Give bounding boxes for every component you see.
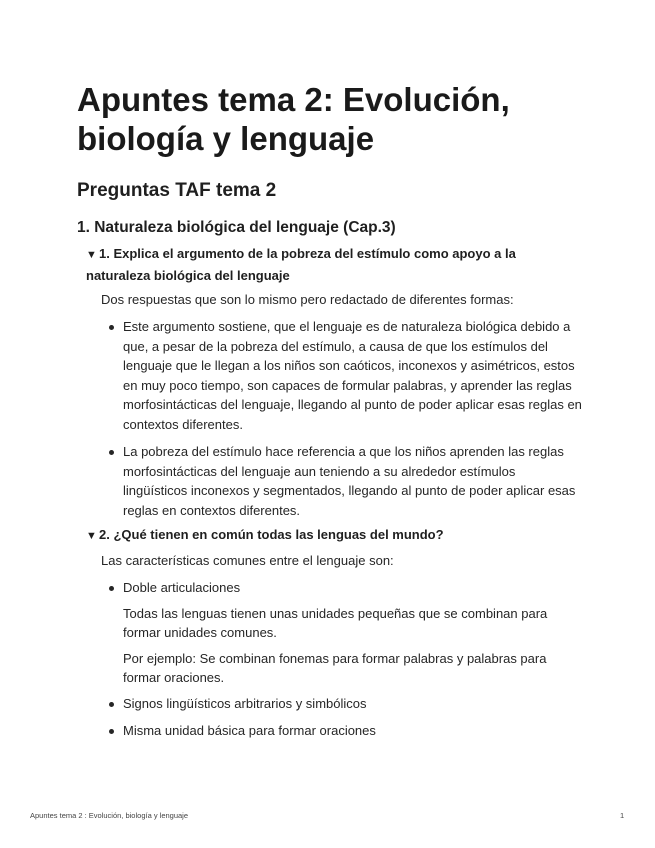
feature-label: Doble articulaciones <box>123 580 241 595</box>
feature-detail <box>123 604 593 643</box>
answer-1-line: contextos diferentes. <box>123 416 243 432</box>
question-1-toggle[interactable] <box>86 244 536 285</box>
feature-label: Signos lingüísticos arbitrarios y simbólicos <box>123 695 367 711</box>
answer-2-line: reglas en contextos diferentes. <box>123 502 301 518</box>
bullet-dot-icon <box>109 729 114 734</box>
toggle-triangle-icon[interactable]: ▼ <box>86 530 97 542</box>
list-item <box>123 442 593 520</box>
page-number: 1 <box>620 811 625 820</box>
feature-example-line: formar oraciones. <box>123 670 225 685</box>
page-title-line-1: Apuntes tema 2: Evolución, <box>77 81 510 118</box>
list-item <box>123 317 593 434</box>
toggle-triangle-icon[interactable]: ▼ <box>86 249 97 261</box>
page-title-line-2: biología y lenguaje <box>77 120 375 157</box>
bullet-dot-icon <box>109 450 114 455</box>
answer-1-line: morfosintácticas del lenguaje, llegando al punto de poder aplicar esas reglas en <box>123 397 582 412</box>
feature-example-line: Por ejemplo: Se combinan fonemas para formar palabras y palabras para <box>123 650 547 666</box>
feature-detail-line: Todas las lenguas tienen unas unidades pequeñas que se combinan para <box>123 605 548 621</box>
section-heading: Preguntas TAF tema 2 <box>77 180 277 201</box>
bullet-dot-icon <box>109 325 114 330</box>
question-2-answer-list <box>123 578 593 741</box>
question-2-title: 2. ¿Qué tienen en común todas las lenguas del mundo? <box>99 527 444 542</box>
feature-detail-line: formar unidades comunes. <box>123 625 277 640</box>
question-2-toggle[interactable] <box>86 525 536 547</box>
list-item <box>123 694 593 714</box>
question-2-intro: Las características comunes entre el lenguaje son: <box>101 553 394 568</box>
answer-1-line: que, a pesar de la pobreza del estímulo, a causa de que los estímulos del <box>123 338 548 354</box>
question-1-title-line-2: naturaleza biológica del lenguaje <box>86 267 290 283</box>
footer-title: Apuntes tema 2 : Evolución, biología y lenguaje <box>30 811 189 820</box>
answer-1-line: lenguaje que le llegan a los niños son caóticos, inconexos y asimétricos, estos <box>123 358 575 373</box>
answer-1-line: Este argumento sostiene, que el lenguaje es de naturaleza biológica debido a <box>123 319 571 334</box>
answer-2-line: La pobreza del estímulo hace referencia a que los niños aprenden las reglas <box>123 444 564 459</box>
bullet-dot-icon <box>109 702 114 707</box>
answer-2-line: morfosintácticas del lenguaje aun teniendo a su alrededor estímulos <box>123 463 516 479</box>
subsection-heading: 1. Naturaleza biológica del lenguaje (Cap.3) <box>77 219 396 236</box>
feature-example <box>123 649 593 688</box>
answer-1-line: en muy poco tiempo, son capaces de formular palabras, y aprender las reglas <box>123 377 572 393</box>
bullet-dot-icon <box>109 586 114 591</box>
question-1-answer-list <box>123 317 593 520</box>
list-item <box>123 578 593 688</box>
page-title <box>77 80 597 158</box>
answer-2-line: lingüísticos inconexos y segmentados, llegando al punto de poder aplicar esas <box>123 483 576 498</box>
question-1-title-line-1: 1. Explica el argumento de la pobreza del estímulo como apoyo a la <box>99 246 516 261</box>
list-item <box>123 721 593 741</box>
question-1-intro: Dos respuestas que son lo mismo pero redactado de diferentes formas: <box>101 292 514 307</box>
feature-label: Misma unidad básica para formar oraciones <box>123 723 376 738</box>
